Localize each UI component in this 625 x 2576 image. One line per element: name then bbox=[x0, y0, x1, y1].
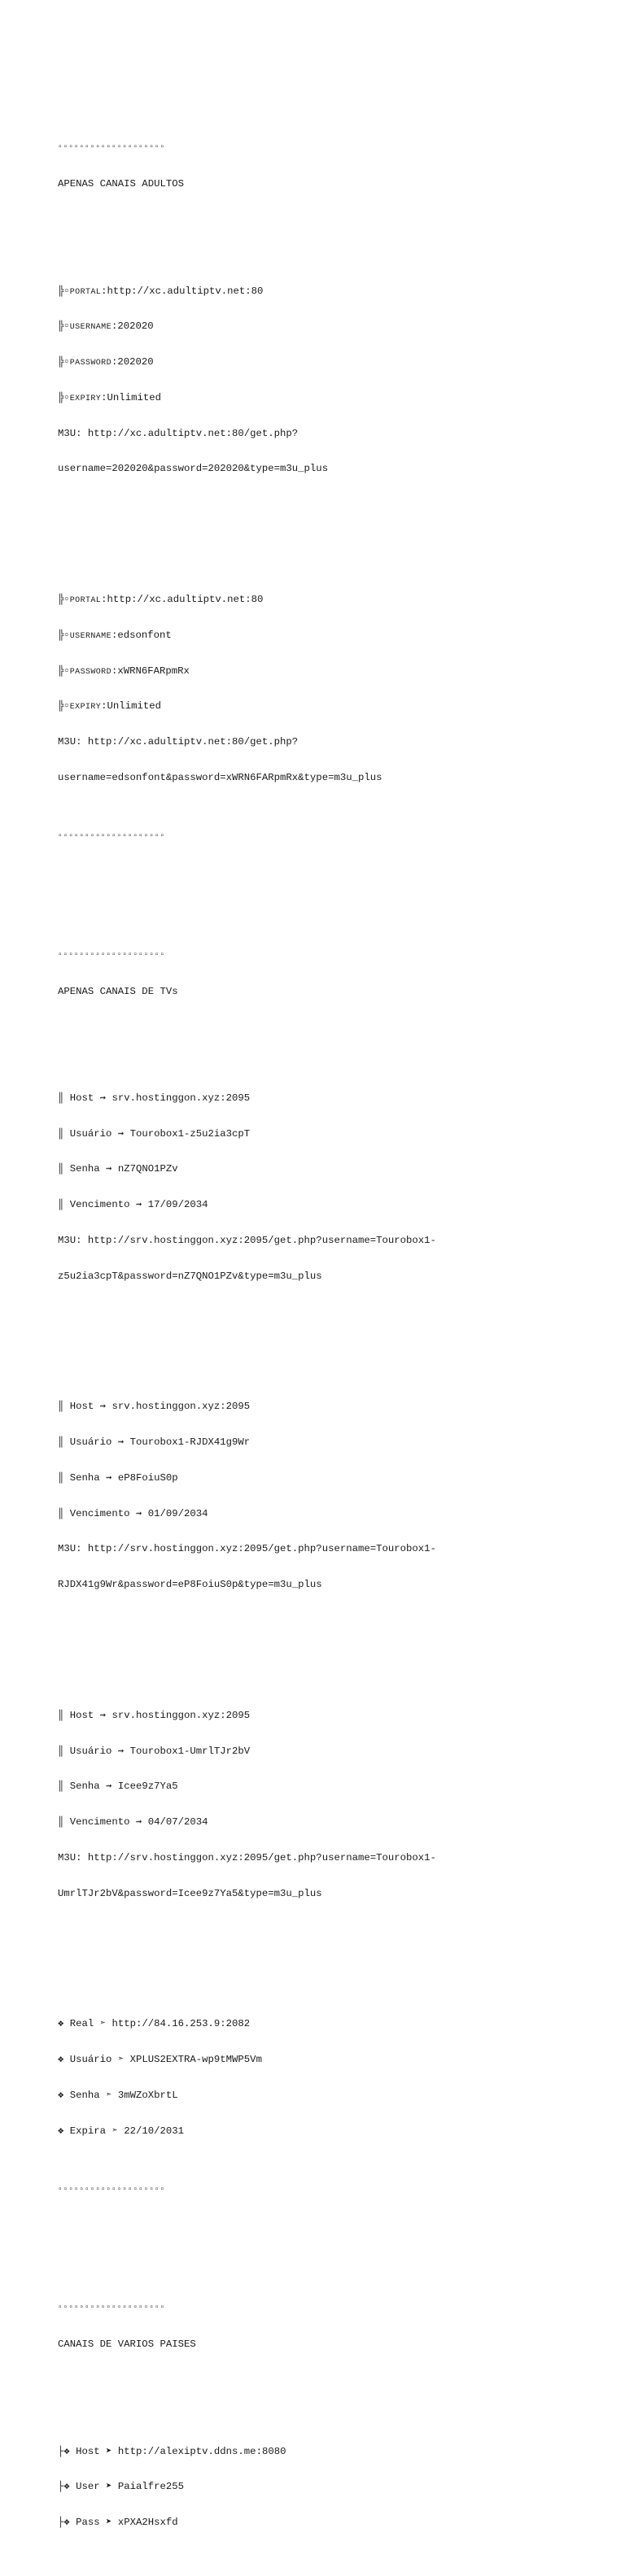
usuario-line: ║ Usuário ⇝ Tourobox1-RJDX41g9Wr bbox=[58, 1436, 251, 1449]
tree-prefix: ╠▫ bbox=[58, 320, 70, 333]
document-page bbox=[58, 95, 619, 2576]
field-label: USERNAME bbox=[69, 631, 111, 641]
field-label: PORTAL bbox=[69, 287, 102, 297]
senha-line: ║ Senha ⇝ Icee9z7Ya5 bbox=[58, 1781, 178, 1793]
tree-prefix: ╠▫ bbox=[58, 285, 70, 297]
tree-prefix: ╠▫ bbox=[58, 391, 70, 403]
user-line: ├❖ User ➤ Paialfre255 bbox=[58, 2481, 185, 2493]
m3u-url-line: M3U: http://srv.hostinggon.xyz:2095/get.php?username=Tourobox1- bbox=[58, 1851, 436, 1863]
m3u-url-line: username=edsonfont&password=xWRN6FARpmRx&type=m3u_plus bbox=[58, 771, 382, 783]
usuario-line: ║ Usuário ⇝ Tourobox1-UmrlTJr2bV bbox=[58, 1745, 251, 1757]
field-value: :Unlimited bbox=[101, 700, 161, 713]
vencimento-line: ║ Vencimento ⇝ 01/09/2034 bbox=[58, 1507, 208, 1519]
field-label: EXPIRY bbox=[69, 703, 102, 713]
expiry-line bbox=[58, 700, 619, 713]
field-value: :Unlimited bbox=[101, 391, 161, 403]
field-value: :http://xc.adultiptv.net:80 bbox=[101, 285, 264, 297]
password-line bbox=[58, 356, 619, 368]
senha-line: ║ Senha ⇝ eP8FoiuS0p bbox=[58, 1471, 178, 1484]
expira-line: ❖ Expira ➣ 22/10/2031 bbox=[58, 2125, 185, 2137]
password-line bbox=[58, 665, 619, 678]
real-line: ❖ Real ➣ http://84.16.253.9:2082 bbox=[58, 2018, 251, 2030]
m3u-url-line: UmrlTJr2bV&password=Icee9z7Ya5&type=m3u_plus bbox=[58, 1887, 322, 1899]
vencimento-line: ║ Vencimento ⇝ 17/09/2034 bbox=[58, 1199, 208, 1211]
separator: ▫▫▫▫▫▫▫▫▫▫▫▫▫▫▫▫▫▫▫▫ bbox=[58, 831, 166, 841]
m3u-url-line: M3U: http://xc.adultiptv.net:80/get.php? bbox=[58, 427, 299, 439]
field-value: :edsonfont bbox=[111, 629, 172, 641]
field-label: USERNAME bbox=[69, 323, 111, 333]
portal-line bbox=[58, 594, 619, 606]
field-label: PASSWORD bbox=[69, 667, 111, 677]
pass-line: ├❖ Pass ➤ xPXA2Hsxfd bbox=[58, 2517, 178, 2529]
tree-prefix: ╠▫ bbox=[58, 629, 70, 641]
separator: ▫▫▫▫▫▫▫▫▫▫▫▫▫▫▫▫▫▫▫▫ bbox=[58, 2185, 166, 2195]
portal-line bbox=[58, 285, 619, 298]
credential-block-tvs-3 bbox=[58, 1686, 619, 1924]
senha-line: ║ Senha ⇝ nZ7QNO1PZv bbox=[58, 1163, 178, 1175]
credential-block-paises bbox=[58, 2421, 619, 2552]
separator: ▫▫▫▫▫▫▫▫▫▫▫▫▫▫▫▫▫▫▫▫ bbox=[58, 143, 166, 153]
host-line: ║ Host ⇝ srv.hostinggon.xyz:2095 bbox=[58, 1092, 251, 1104]
credential-block-adultos-2 bbox=[58, 570, 619, 808]
field-value: :202020 bbox=[111, 356, 154, 368]
field-label: PORTAL bbox=[69, 595, 102, 605]
credential-block-tvs-2 bbox=[58, 1377, 619, 1615]
credential-block-adultos-1 bbox=[58, 261, 619, 499]
host-line: ║ Host ⇝ srv.hostinggon.xyz:2095 bbox=[58, 1401, 251, 1413]
host-line: ║ Host ⇝ srv.hostinggon.xyz:2095 bbox=[58, 1709, 251, 1721]
vencimento-line: ║ Vencimento ⇝ 04/07/2034 bbox=[58, 1816, 208, 1828]
tree-prefix: ╠▫ bbox=[58, 665, 70, 677]
separator: ▫▫▫▫▫▫▫▫▫▫▫▫▫▫▫▫▫▫▫▫ bbox=[58, 950, 166, 960]
section-title-tvs: APENAS CANAIS DE TVs bbox=[58, 985, 178, 997]
credential-block-tvs-extra bbox=[58, 1994, 619, 2160]
tree-prefix: ╠▫ bbox=[58, 593, 70, 605]
tree-prefix: ╠▫ bbox=[58, 356, 70, 368]
expiry-line bbox=[58, 392, 619, 404]
separator: ▫▫▫▫▫▫▫▫▫▫▫▫▫▫▫▫▫▫▫▫ bbox=[58, 2304, 166, 2313]
m3u-url-line: username=202020&password=202020&type=m3u_plus bbox=[58, 463, 329, 475]
usuario-line: ❖ Usuário ➣ XPLUS2EXTRA-wp9tMWP5Vm bbox=[58, 2053, 262, 2065]
field-value: :http://xc.adultiptv.net:80 bbox=[101, 593, 264, 605]
field-label: EXPIRY bbox=[69, 394, 102, 403]
field-value: :xWRN6FARpmRx bbox=[111, 665, 190, 677]
field-value: :202020 bbox=[111, 320, 154, 333]
m3u-url-line: M3U: http://xc.adultiptv.net:80/get.php? bbox=[58, 736, 299, 748]
tree-prefix: ╠▫ bbox=[58, 700, 70, 713]
usuario-line: ║ Usuário ⇝ Tourobox1-z5u2ia3cpT bbox=[58, 1127, 251, 1140]
m3u-url-line: M3U: http://srv.hostinggon.xyz:2095/get.php?username=Tourobox1- bbox=[58, 1543, 436, 1555]
field-label: PASSWORD bbox=[69, 359, 111, 368]
section-title-paises: CANAIS DE VARIOS PAISES bbox=[58, 2338, 196, 2351]
section-title-adultos: APENAS CANAIS ADULTOS bbox=[58, 178, 184, 190]
m3u-url-line: z5u2ia3cpT&password=nZ7QNO1PZv&type=m3u_plus bbox=[58, 1270, 322, 1282]
senha-line: ❖ Senha ➣ 3mWZoXbrtL bbox=[58, 2089, 178, 2101]
username-line bbox=[58, 320, 619, 333]
username-line bbox=[58, 630, 619, 642]
host-line: ├❖ Host ➤ http://alexiptv.ddns.me:8080 bbox=[58, 2445, 286, 2457]
m3u-url-line: M3U: http://srv.hostinggon.xyz:2095/get.php?username=Tourobox1- bbox=[58, 1235, 436, 1246]
m3u-url-line: RJDX41g9Wr&password=eP8FoiuS0p&type=m3u_plus bbox=[58, 1579, 322, 1591]
credential-block-tvs-1 bbox=[58, 1069, 619, 1306]
